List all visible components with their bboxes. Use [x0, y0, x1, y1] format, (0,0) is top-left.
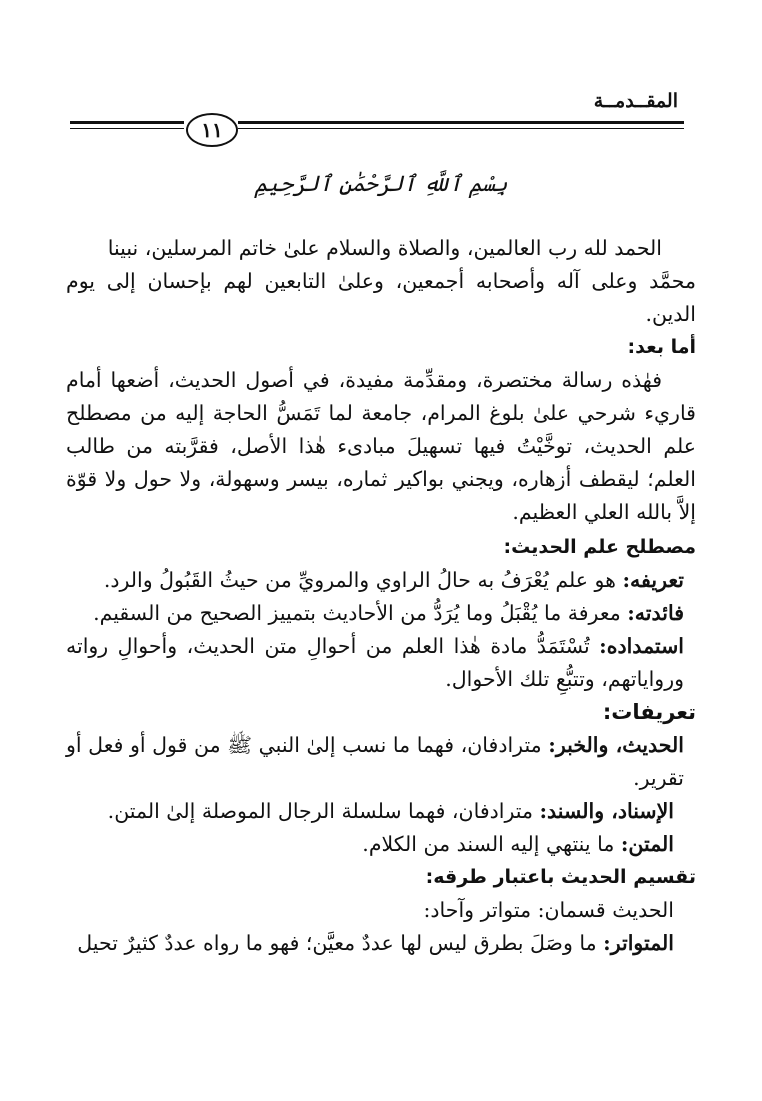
mutawatir-text: ما وصَلَ بطرق ليس لها عددٌ معيَّن؛ فهو ما رواه عددٌ كثيرٌ تحيل	[77, 931, 597, 955]
hadith-definition	[66, 729, 696, 795]
preface-paragraph: فهٰذه رسالة مختصرة، ومقدِّمة مفيدة، في أصول الحديث، أضعها أمام قاريء شرحي علىٰ بلوغ المرام، جامعة لما تَمَسُّ الحاجة إليه من مصطلح علم الحديث، توخَّيْتُ فيها تسهيلَ مبادىء هٰذا الأصل، فقرَّبته من طالب العلم؛ ليقطف أزهاره، ويجني بواكير ثماره، بيسر وسهولة، ولا حول ولا قوّة إلاَّ بالله العلي العظيم.	[66, 368, 696, 524]
source-item	[66, 630, 696, 696]
matn-text: ما ينتهي إليه السند من الكلام.	[362, 832, 615, 856]
division-heading: تقسيم الحديث باعتبار طرقه:	[425, 866, 696, 888]
isnad-label: الإسناد، والسند:	[539, 799, 674, 823]
two-types-line: الحديث قسمان: متواتر وآحاد:	[423, 898, 674, 922]
page-number: ١١	[186, 113, 238, 147]
matn-label: المتن:	[620, 832, 674, 856]
basmala: بِسْمِ ٱللَّهِ ٱلرَّحْمَٰنِ ٱلرَّحِيمِ	[254, 172, 508, 197]
header-rule-left-thick	[70, 121, 184, 124]
hadith-label: الحديث، والخبر:	[548, 733, 684, 757]
definition-item	[66, 564, 696, 597]
source-label: استمداده:	[599, 634, 684, 658]
intro-line-1: الحمد لله رب العالمين، والصلاة والسلام علىٰ خاتم المرسلين، نبينا	[107, 236, 662, 260]
mutawatir-label: المتواتر:	[603, 931, 674, 955]
intro-line-2: محمَّد وعلى آله وأصحابه أجمعين، وعلىٰ التابعين لهم بإحسان إلى يوم الدين.	[66, 269, 696, 326]
benefit-item	[66, 597, 696, 630]
header-rule-right-thin	[238, 128, 684, 129]
isnad-definition	[66, 795, 696, 828]
amma-baad-heading: أما بعد:	[627, 336, 696, 358]
hadith-text: مترادفان، فهما ما نسب إلىٰ النبي ﷺ من قول أو فعل أو تقرير.	[66, 733, 684, 790]
running-title: المقــدمــة	[593, 90, 678, 112]
definition-label: تعريفه:	[622, 568, 684, 592]
source-text: تُسْتَمَدُّ مادة هٰذا العلم من أحوالِ متن الحديث، وأحوالِ رواته ورواياتهم، وتتبُّعِ تلك الأحوال.	[66, 634, 684, 691]
benefit-text: معرفة ما يُقْبَلُ وما يُرَدُّ من الأحاديث بتمييز الصحيح من السقيم.	[93, 601, 621, 625]
definition-text: هو علم يُعْرَفُ به حالُ الراوي والمرويِّ من حيثُ القَبُولُ والرد.	[103, 568, 616, 592]
isnad-text: مترادفان، فهما سلسلة الرجال الموصلة إلىٰ المتن.	[107, 799, 533, 823]
matn-definition	[66, 828, 696, 861]
mustalah-heading: مصطلح علم الحديث:	[503, 536, 696, 558]
mutawatir-definition	[66, 927, 696, 960]
header-rule-left-thin	[70, 128, 184, 129]
body-text	[66, 232, 696, 960]
definitions-heading: تعريفات:	[602, 700, 696, 724]
header-rule-right-thick	[238, 121, 684, 124]
benefit-label: فائدته:	[627, 601, 684, 625]
